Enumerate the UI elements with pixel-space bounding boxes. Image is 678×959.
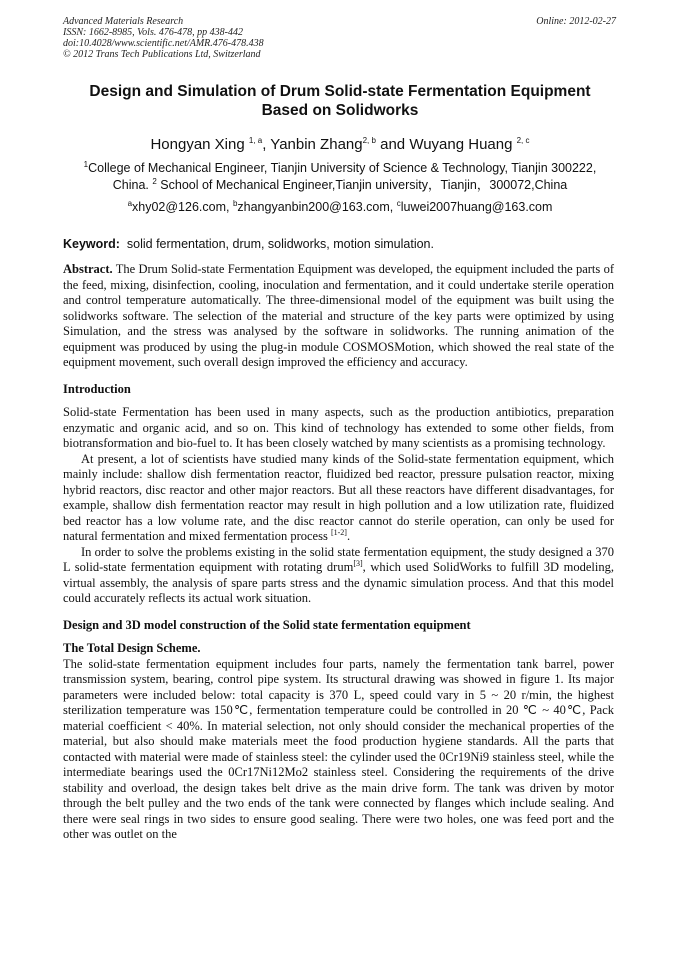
affiliation-2: School of Mechanical Engineer,Tianjin university，Tianjin，300072,China: [156, 178, 568, 192]
intro-paragraph-2: [63, 452, 614, 545]
title-line-1: Design and Simulation of Drum Solid-state Fermentation Equipment: [89, 83, 591, 100]
email-sup: c: [396, 198, 401, 208]
affil-sup: 1: [83, 159, 89, 169]
intro-paragraph-3: [63, 545, 614, 607]
email-sup: a: [127, 198, 133, 208]
issn-line: ISSN: 1662-8985, Vols. 476-478, pp 438-442: [63, 27, 243, 38]
doi-line: doi:10.4028/www.scientific.net/AMR.476-478.438: [63, 38, 264, 49]
intro-p3-text-end: , which used SolidWorks to fulfill 3D modeling, virtual assembly, the analysis of spare parts stress and the dynamic simulation process. And that this model could accurately reflects its actual work situation.: [63, 560, 614, 605]
email-sup: b: [232, 198, 238, 208]
abstract-label: Abstract.: [63, 262, 113, 276]
citation: [3]: [353, 558, 363, 568]
design-paragraph-1: The solid-state fermentation equipment includes four parts, namely the fermentation tank barrel, power transmission system, bearing, control pipe system. Its structural drawing was showed in figure 1. Its major parameters were included below: total capacity is 370 L, speed could vary in 5 ~ 20 r/min, the highest sterilization temperature was 150℃, fermentation temperature could be controlled in 20 ℃ ~ 40℃, Pack material coefficient < 40%. In material selection, not only should consider the mechanical properties of the material, but also should make materials meet the food production hygiene standards. All the parts that contacted with material were made of stainless steel: the cylinder used the 0Cr19Ni9 stainless steel, while the intermediate bearings used the 0Cr17Ni12Mo2 stainless steel. Considering the requirements of the drive stability and overload, the design takes belt drive as the main drive form. The tank was driven by motor through the belt pulley and the two ends of the tank were connected by flanges which include sealing. And there were seal rings in two sides to ensure good sealing. There were two holes, one was feed port and the other was outlet on the: [63, 656, 614, 841]
affil-sup: 2: [152, 176, 157, 186]
email-link[interactable]: luwei2007huang@163.com: [400, 200, 553, 214]
subsection-heading-total-design: The Total Design Scheme.: [63, 641, 201, 655]
author-sup: 1, a: [248, 136, 263, 145]
author-list: [60, 135, 620, 155]
author-emails: [70, 199, 610, 215]
citation: [1-2]: [330, 527, 347, 537]
affiliation-country: China.: [112, 178, 153, 192]
affiliation-1: College of Mechanical Engineer, Tianjin University of Science & Technology, Tianjin 300222,: [88, 161, 597, 175]
title-line-2: Based on Solidworks: [261, 102, 419, 119]
copyright-line: © 2012 Trans Tech Publications Ltd, Switzerland: [63, 49, 261, 60]
intro-paragraph-1: Solid-state Fermentation has been used in many aspects, such as the production antibiotics, preparation enzymatic and organic acid, and so on. This kind of technology has extended to some other fields, from biotransformation and bio-fuel to. It has been closely watched by many scientists as a promising technology.: [63, 405, 614, 450]
affiliations: [70, 160, 610, 194]
section-heading-introduction: Introduction: [63, 381, 131, 396]
author-name: Yanbin Zhang: [270, 136, 363, 153]
author-name: Wuyang Huang: [409, 136, 513, 153]
intro-p2-text: At present, a lot of scientists have studied many kinds of the Solid-state fermentation equipment, which mainly include: shallow dish fermentation reactor, fluidized bed reactor, pressure pulsation reactor, mixing hybrid reactors, disc reactor and other major reactors. But all these reactors have different disadvantages, for example, shallow dish fermentation reactor may result in high pollution and a low utilization rate, fluidized bed reactor has a low volume rate, and the disc reactor cannot do sterile operation, can only be used for natural fermentation and mixed fermentation process: [63, 451, 614, 543]
author-sup: 2, c: [516, 136, 530, 145]
author-separator: ,: [262, 136, 271, 153]
intro-p2-end: .: [346, 529, 351, 543]
journal-name: Advanced Materials Research: [63, 16, 184, 27]
author-separator: and: [380, 136, 410, 153]
paper-body: [63, 262, 614, 843]
email-link[interactable]: zhangyanbin200@163.com,: [237, 200, 397, 214]
keyword-label: Keyword:: [63, 237, 120, 251]
keyword-text: solid fermentation, drum, solidworks, motion simulation.: [119, 237, 434, 251]
author-sup: 2, b: [362, 136, 376, 145]
author-name: Hongyan Xing: [150, 136, 245, 153]
section-heading-design: Design and 3D model construction of the Solid state fermentation equipment: [63, 617, 471, 632]
online-date: Online: 2012-02-27: [536, 16, 616, 27]
paper-title: [70, 82, 610, 120]
abstract: [63, 262, 614, 371]
keywords: [63, 236, 623, 252]
abstract-text: The Drum Solid-state Fermentation Equipment was developed, the equipment included the parts of the feed, mixing, disinfection, cooling, inoculation and fermentation, and it could undertake sterile operation and control temperature automatically. The three-dimensional model of the equipment was built using the solidworks software. The selection of the material and structure of the key parts were optimized by using Simulation, and the stress was analysed by the software in solidworks. The running animation of the equipment was produced by using the plug-in module COSMOSMotion, which showed the real state of the equipment movement, such overall design improved the efficiency and accuracy.: [63, 262, 614, 369]
intro-p3-text: In order to solve the problems existing in the solid state fermentation equipment, the study designed a 370 L solid-state fermentation equipment with rotating drum: [63, 544, 614, 574]
email-link[interactable]: xhy02@126.com,: [132, 200, 233, 214]
journal-header: [63, 16, 264, 60]
